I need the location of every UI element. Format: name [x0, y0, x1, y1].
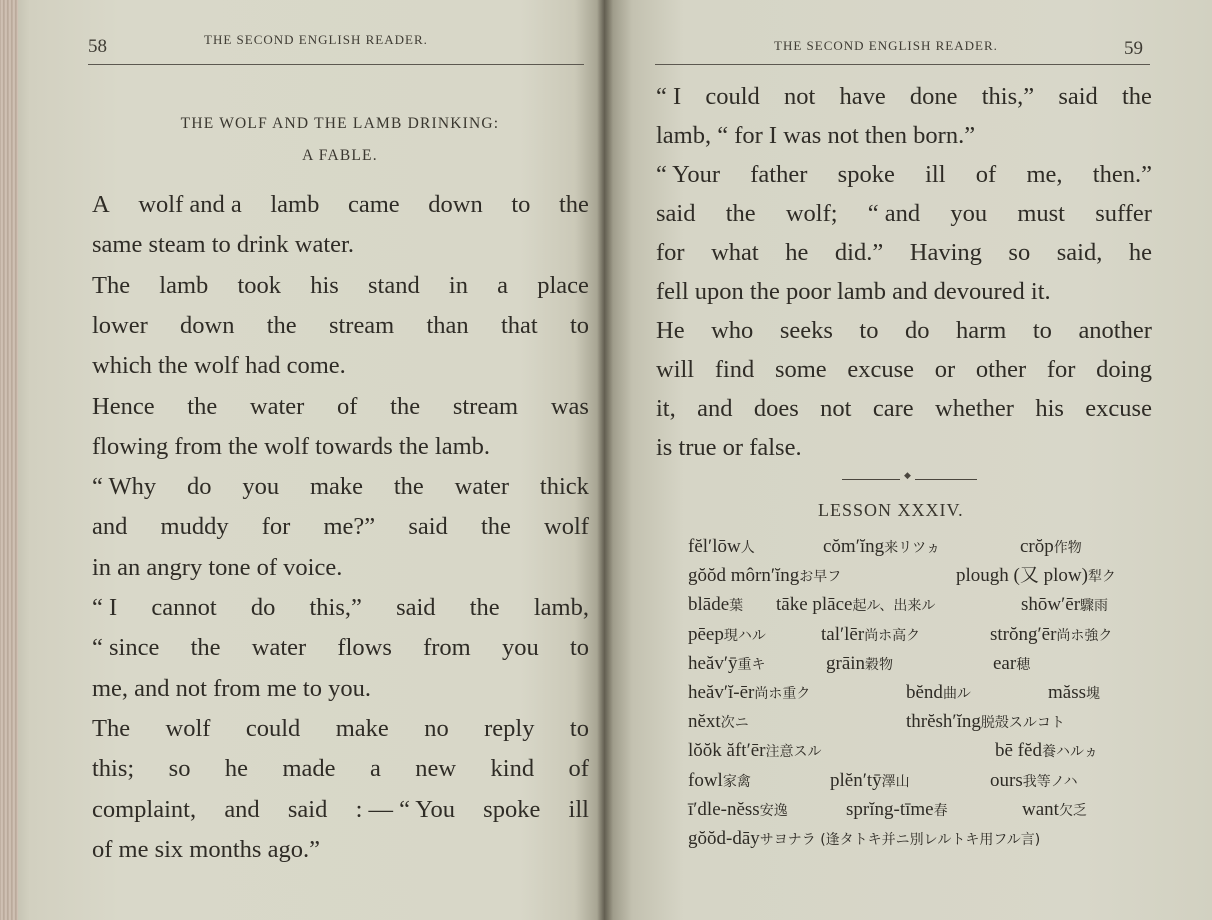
text-word: same steam to drink water.: [92, 231, 354, 259]
text-line: [656, 238, 1152, 268]
vocab-word: heăv′ȳ: [688, 652, 738, 674]
vocab-row: [688, 623, 1158, 649]
text-word: whether: [935, 395, 1014, 422]
text-word: find: [714, 356, 755, 383]
text-word: who: [711, 317, 754, 344]
vocab-gloss: 穂: [1016, 656, 1031, 673]
text-line: [92, 392, 589, 422]
text-word: wolf: [165, 714, 211, 742]
vocab-word: măss: [1048, 682, 1086, 703]
text-word: to: [511, 191, 531, 218]
book-gutter: [597, 0, 613, 920]
text-word: water: [454, 473, 510, 501]
vocab-gloss: 尚ホ重ク: [754, 686, 811, 702]
text-word: to: [859, 317, 879, 344]
text-word: you: [950, 200, 988, 227]
vocab-row: [688, 739, 1158, 765]
vocab-word: strŏng′ēr: [990, 623, 1057, 645]
text-word: wolf: [544, 513, 589, 541]
vocab-row: [688, 652, 1158, 678]
text-word: not: [783, 83, 816, 110]
text-word: some: [774, 356, 827, 383]
text-line: [92, 593, 589, 623]
vocab-word: blāde: [688, 594, 730, 616]
text-word: this,”: [309, 594, 362, 621]
vocab-gloss: 来リツヵ: [884, 540, 941, 556]
text-word: the: [725, 200, 756, 227]
text-word: lamb, “ for I was not then born.”: [656, 122, 976, 149]
vocab-word: gŏŏd-dāy: [688, 828, 760, 849]
text-word: do: [187, 473, 212, 501]
text-word: his: [310, 271, 339, 299]
vocab-word: tāke plāce: [776, 594, 853, 616]
vocab-gloss: 我等ノハ: [1022, 773, 1078, 790]
right-running-header: THE SECOND ENGLISH READER.: [774, 38, 998, 53]
text-word: father: [750, 161, 808, 188]
vocab-word: ear: [993, 652, 1017, 674]
text-line: [92, 230, 354, 260]
text-line: [92, 633, 589, 663]
text-word: stand: [368, 271, 420, 299]
vocab-entry: [906, 681, 971, 706]
text-word: me?”: [323, 513, 376, 541]
text-word: not: [820, 395, 852, 422]
vocab-entry: [846, 798, 948, 823]
vocab-entry: [688, 681, 810, 706]
vocab-entry: [688, 739, 821, 764]
text-word: care: [872, 395, 914, 422]
text-word: doing: [1096, 356, 1152, 383]
text-line: [656, 82, 1152, 112]
text-word: the: [393, 473, 424, 501]
text-word: to: [569, 714, 589, 742]
ornamental-divider: [842, 477, 977, 483]
vocab-word: cŏm′ĭng: [823, 536, 885, 557]
text-word: make: [309, 473, 364, 501]
vocab-word: grāin: [826, 652, 866, 674]
text-word: the: [190, 634, 221, 662]
text-word: from: [423, 634, 471, 662]
text-word: Having: [909, 239, 982, 266]
fable-title-line-2: A FABLE.: [302, 147, 378, 164]
text-word: of: [337, 392, 358, 420]
text-word: ill: [568, 795, 589, 823]
vocab-gloss: 欠乏: [1058, 802, 1087, 819]
text-line: [92, 190, 589, 220]
vocab-gloss: 尚ホ強ク: [1056, 627, 1113, 644]
vocab-entry: [906, 710, 1065, 735]
text-word: no: [424, 714, 449, 742]
text-word: The: [92, 714, 131, 742]
fable-title-line-1: THE WOLF AND THE LAMB DRINKING:: [180, 115, 500, 132]
text-word: his: [1035, 395, 1064, 422]
vocab-word: fĕl′lōw: [688, 536, 741, 557]
left-header-rule: [88, 64, 584, 65]
text-word: of me six months ago.”: [92, 835, 320, 863]
text-word: complaint,: [92, 795, 197, 823]
vocab-gloss: 驟雨: [1080, 598, 1109, 615]
text-line: [92, 311, 589, 341]
text-line: [92, 432, 490, 462]
text-word: must: [1017, 200, 1065, 227]
vocab-gloss: サヨナラ (逢タトキ并ニ別レルトキ用フル言): [759, 832, 1041, 848]
text-word: a: [497, 271, 509, 299]
vocab-word: thrĕsh′ĭng: [906, 711, 981, 733]
text-word: a: [369, 755, 381, 783]
text-word: the: [1121, 83, 1152, 110]
vocab-word: gŏŏd môrn′ĭng: [688, 565, 800, 587]
text-word: me,: [1026, 161, 1063, 188]
text-word: lower: [92, 311, 148, 339]
text-word: stream: [452, 392, 519, 420]
text-word: : — “ You: [355, 795, 455, 823]
vocab-gloss: 安逸: [759, 802, 788, 819]
vocab-entry: [688, 623, 766, 648]
vocab-gloss: 人: [740, 540, 755, 556]
vocab-gloss: 起ル、出来ル: [852, 598, 936, 615]
vocab-entry: [688, 769, 751, 794]
vocab-row: [688, 593, 1158, 619]
text-word: wolf;: [785, 200, 838, 227]
text-word: of: [975, 161, 997, 188]
text-word: the: [469, 594, 500, 621]
right-header-rule: [655, 64, 1150, 65]
text-word: suffer: [1095, 200, 1152, 227]
text-word: “ and: [867, 200, 921, 227]
vocab-gloss: 重キ: [737, 656, 766, 673]
text-word: me, and not from me to you.: [92, 674, 371, 702]
text-word: in: [448, 271, 468, 299]
vocab-row: [688, 798, 1158, 824]
text-word: it,: [656, 395, 676, 422]
text-word: muddy: [160, 513, 229, 541]
vocab-entry: [826, 652, 893, 677]
vocab-gloss: 尚ホ高ク: [864, 627, 921, 644]
text-word: The: [92, 271, 131, 299]
text-word: kind: [490, 755, 535, 783]
text-word: said: [1058, 83, 1098, 110]
text-word: flowing from the wolf towards the lamb.: [92, 432, 491, 460]
text-word: this,”: [981, 83, 1035, 110]
text-word: he: [785, 239, 809, 266]
text-word: have: [839, 83, 886, 110]
text-word: “ Why: [92, 473, 157, 501]
vocab-row: [688, 827, 1158, 853]
text-word: flows: [337, 634, 392, 662]
text-line: [656, 394, 1152, 424]
text-line: [92, 835, 320, 865]
text-word: stream: [328, 311, 395, 339]
vocab-gloss: 葉: [729, 598, 744, 615]
vocab-entry: [821, 623, 920, 648]
vocab-word: want: [1022, 798, 1059, 820]
text-word: came: [347, 191, 400, 218]
vocab-word: sprĭng-tīme: [846, 798, 934, 820]
text-word: excuse: [847, 356, 915, 383]
vocab-word: tal′lēr: [821, 623, 865, 645]
text-word: of: [568, 755, 589, 783]
text-word: and: [697, 395, 733, 422]
text-word: you: [242, 473, 280, 501]
text-line: [92, 795, 589, 825]
text-word: do: [904, 317, 930, 344]
vocab-word: lŏŏk ăft′ēr: [688, 740, 766, 762]
vocab-entry: [1048, 681, 1100, 706]
text-word: then.”: [1092, 161, 1152, 188]
vocab-entry: [688, 564, 841, 589]
text-word: seeks: [779, 317, 833, 344]
vocab-gloss: 養ハルヵ: [1041, 744, 1098, 761]
left-page-number: 58: [88, 36, 107, 57]
text-word: for: [1046, 356, 1076, 383]
text-word: thick: [539, 473, 589, 501]
text-line: [656, 199, 1152, 229]
vocab-gloss: 作物: [1053, 540, 1082, 556]
text-word: he: [1128, 239, 1152, 266]
text-word: made: [282, 755, 336, 783]
text-word: so: [1008, 239, 1031, 266]
vocab-gloss: 注意スル: [765, 744, 822, 761]
text-line: [92, 351, 346, 381]
text-word: does: [753, 395, 799, 422]
text-word: is true or false.: [656, 434, 802, 461]
text-line: [656, 277, 1051, 307]
text-word: will: [656, 356, 695, 383]
text-line: [656, 433, 802, 463]
text-word: “ Your: [656, 161, 720, 188]
text-line: [92, 754, 589, 784]
vocab-word: bē fĕd: [995, 740, 1042, 762]
vocab-entry: [688, 827, 1040, 852]
vocab-gloss: 塊: [1086, 686, 1100, 702]
vocab-word: bĕnd: [906, 682, 943, 703]
text-word: what: [711, 239, 759, 266]
text-word: took: [237, 271, 282, 299]
text-word: for: [261, 513, 291, 541]
text-word: or: [934, 356, 956, 383]
vocab-gloss: 犁ク: [1087, 569, 1116, 586]
vocab-entry: [830, 769, 910, 794]
vocab-entry: [1021, 593, 1108, 618]
text-line: [656, 121, 975, 151]
vocab-word: crŏp: [1020, 536, 1054, 557]
text-word: and: [92, 513, 128, 541]
text-word: said: [408, 513, 448, 541]
vocab-row: [688, 710, 1158, 736]
vocab-entry: [688, 652, 766, 677]
vocab-entry: [688, 593, 743, 618]
text-word: “ I: [92, 594, 118, 621]
text-word: than: [426, 311, 469, 339]
text-word: down: [180, 311, 235, 339]
text-word: lamb: [159, 271, 209, 299]
vocab-gloss: 脱殻スルコト: [980, 715, 1065, 732]
text-word: the: [480, 513, 511, 541]
text-word: cannot: [151, 594, 217, 621]
vocab-entry: [776, 593, 935, 618]
text-word: fell upon the poor lamb and devoured it.: [656, 278, 1051, 305]
text-line: [656, 316, 1152, 346]
text-line: [92, 674, 371, 704]
text-word: did.”: [834, 239, 884, 266]
text-word: said,: [1056, 239, 1103, 266]
text-word: so: [168, 755, 191, 783]
text-word: harm: [956, 317, 1007, 344]
vocab-word: plough (又 plow): [956, 565, 1088, 587]
vocab-row: [688, 681, 1158, 707]
text-word: spoke: [483, 795, 541, 823]
text-word: he: [224, 755, 249, 783]
page-edge: [0, 0, 18, 920]
text-word: could: [245, 714, 301, 742]
text-word: “ I: [656, 83, 682, 110]
text-word: and: [224, 795, 260, 823]
vocab-gloss: お早フ: [799, 569, 842, 586]
vocab-word: shōw′ēr: [1021, 594, 1081, 616]
text-word: the: [266, 311, 297, 339]
text-word: done: [909, 83, 958, 110]
right-page-number: 59: [1124, 38, 1143, 59]
text-word: place: [537, 271, 589, 299]
vocab-gloss: 澤山: [881, 773, 910, 790]
text-word: water: [249, 392, 305, 420]
text-line: [92, 271, 589, 301]
vocab-row: [688, 769, 1158, 795]
text-word: down: [428, 191, 483, 218]
text-word: another: [1078, 317, 1152, 344]
text-word: water: [251, 634, 307, 662]
vocab-word: heăv′ĭ-ēr: [688, 682, 755, 703]
text-word: wolf and a: [138, 191, 242, 218]
text-word: A: [92, 191, 110, 218]
text-word: excuse: [1085, 395, 1152, 422]
text-word: that: [500, 311, 538, 339]
vocab-entry: [688, 535, 755, 560]
text-word: was: [550, 392, 589, 420]
fable-title: [100, 108, 580, 172]
text-word: to: [569, 634, 589, 662]
text-word: Hence: [92, 392, 155, 420]
vocab-word: ī′dle-nĕss: [688, 798, 760, 820]
text-word: which the wolf had come.: [92, 352, 346, 380]
vocab-gloss: 穀物: [865, 656, 894, 673]
text-line: [92, 553, 342, 583]
vocab-entry: [1020, 535, 1082, 560]
vocab-entry: [823, 535, 940, 560]
vocab-gloss: 次ニ: [720, 715, 749, 732]
vocab-entry: [990, 623, 1112, 648]
text-word: spoke: [837, 161, 895, 188]
text-word: said: [287, 795, 328, 823]
text-word: “ since: [92, 634, 160, 662]
text-word: said: [396, 594, 436, 621]
text-word: for: [656, 239, 685, 266]
text-word: reply: [484, 714, 535, 742]
vocab-word: pēep: [688, 623, 724, 645]
text-word: this;: [92, 755, 135, 783]
vocab-word: plĕn′tȳ: [830, 769, 882, 791]
text-word: to: [569, 311, 589, 339]
text-word: could: [705, 83, 760, 110]
vocab-gloss: 現ハル: [723, 627, 766, 644]
text-line: [656, 160, 1152, 190]
vocab-gloss: 家禽: [722, 773, 751, 790]
text-word: make: [335, 714, 389, 742]
vocab-entry: [1022, 798, 1087, 823]
text-word: do: [250, 594, 276, 621]
text-word: lamb: [270, 191, 320, 218]
vocab-entry: [688, 710, 749, 735]
text-word: the: [558, 191, 589, 218]
vocab-entry: [995, 739, 1098, 764]
text-word: new: [415, 755, 457, 783]
vocab-row: [688, 535, 1158, 561]
vocab-gloss: 春: [933, 802, 948, 819]
text-word: other: [975, 356, 1027, 383]
vocab-word: nĕxt: [688, 711, 721, 733]
text-line: [656, 355, 1152, 385]
vocab-entry: [688, 798, 788, 823]
text-word: lamb,: [533, 594, 589, 621]
vocab-row: [688, 564, 1158, 590]
text-line: [92, 472, 589, 502]
text-word: ill: [925, 161, 946, 188]
text-word: said: [656, 200, 696, 227]
vocab-entry: [993, 652, 1030, 677]
text-line: [92, 512, 589, 542]
text-word: to: [1032, 317, 1052, 344]
text-word: the: [390, 392, 421, 420]
text-word: in an angry tone of voice.: [92, 553, 343, 581]
text-word: you: [501, 634, 539, 662]
text-line: [92, 714, 589, 744]
vocab-gloss: 曲ル: [942, 686, 971, 702]
vocab-entry: [956, 564, 1116, 589]
text-word: the: [187, 392, 218, 420]
vocab-entry: [990, 769, 1078, 794]
vocab-word: fowl: [688, 769, 723, 791]
lesson-heading: LESSON XXXIV.: [818, 500, 964, 520]
left-running-header: THE SECOND ENGLISH READER.: [204, 32, 428, 47]
text-word: He: [656, 317, 685, 344]
vocab-word: ours: [990, 769, 1023, 791]
